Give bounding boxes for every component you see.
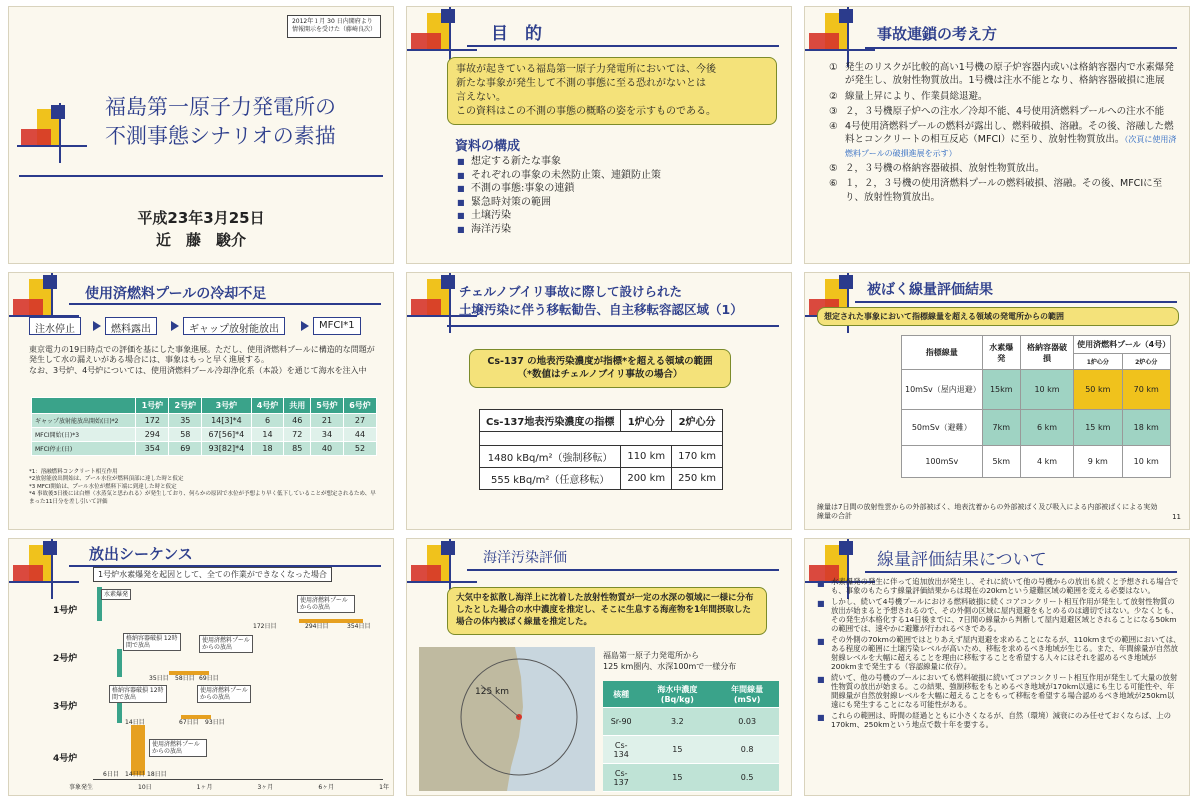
flow-step: ギャップ放射能放出 (183, 317, 285, 335)
page-number: 11 (1172, 513, 1181, 521)
heading-rule (855, 301, 1177, 303)
list-item: ① 発生のリスクが比較的高い1号機の原子炉容器内或いは格納容器内で水素爆発が発生し、放射性物質放出。1号機は注水不能となり、格納容器破損に進展 (829, 62, 1174, 87)
heading-rule (69, 303, 381, 305)
list-item: ■ 土壌汚染 (457, 209, 777, 223)
footnotes: *1：溶融燃料コンクリート相互作用 *2放射能放出開始は、プール水位が燃料頂部に達した時と仮定 *3 MFCI開始は、プール水位が燃料下端に到達した時と仮定 *4 事故後3日後には白煙（水蒸気と思われる）が発生しており、何らかの原因で水位が予想より早く低下していることが想定されるため、早まった11日分を差し引いて評価 (29, 469, 376, 505)
next-page-note: （次頁に使用済燃料プールの破損進展を示す） (845, 135, 1177, 158)
slide-accident-chain (804, 6, 1190, 264)
marine-table: 核種 海水中濃度 (Bq/kg) 年間線量 (mSv) Sr-90 3.2 0.03 Cs-134 15 0.8 Cs-137 15 0.5 (603, 681, 779, 792)
list-item: ■ これらの範囲は、時間の経過とともに小さくなるが、自然（環境）減衰にのみ任せておくならば、上の170km、250kmという地点で数十年を要する。 (817, 711, 1181, 729)
slide-release-sequence (8, 538, 394, 796)
slide-heading: 放出シーケンス (89, 545, 193, 563)
title-rule (19, 175, 383, 177)
slide-purpose (406, 6, 792, 264)
list-item: ② 線量上昇により、作業員総退避。 (829, 90, 988, 102)
list-item: ■ しかし、続いて4号機プールにおける燃料破損に続くコアコンクリート相互作用が発生して放射性物質の放出が始まると予想されるので、その外側の区域に屋内退避をもとめるのは適切ではない。少なくとも、その発生が本格化する14日後までに、7日間の線量から判断して屋内退避区域とされることになる50kmの範囲では、速やかに避難が行われるべきである。 (817, 597, 1181, 633)
day-label: 172日目 (253, 623, 277, 630)
presentation-date: 平成23年3月25日 (137, 209, 265, 227)
flow-step: 注水停止 (29, 317, 81, 335)
flow-step: MFCI*1 (313, 317, 361, 335)
reactor-label: 1号炉 (53, 606, 78, 616)
chain-list (829, 61, 1179, 206)
table-row: 555 kBq/m²（任意移転） 200 km 250 km (480, 468, 723, 490)
table-row: 10mSv（屋内退避） 15km 10 km 50 km 70 km (902, 370, 1171, 410)
reactor-label: 2号炉 (53, 654, 78, 664)
slide-decoration (9, 539, 79, 599)
list-item: ■ 想定する新たな事象 (457, 155, 777, 169)
disclosure-stamp: 2012年１月 30 日内閣府より 情報開示を受けた（藤崎良次） (287, 15, 381, 38)
list-item: ■ 海洋汚染 (457, 223, 777, 237)
day-label: 18日目 (147, 771, 167, 778)
description-text: 東京電力の19日時点での評価を基にした事象進展。ただし、使用済燃料プールに構造的な問題が発生して水の漏えいがある場合には、事象はもっと早く進展する。 なお、3号炉、4号炉については、使用済燃料プール冷却浄化系（本設）を通じて海水を注入中 (29, 345, 375, 375)
list-item: ■ 続いて、他の号機のプールにおいても燃料破損に続いてコアコンクリート相互作用が発生して大量の放射性物質の放出が始まる。この結果、強制移転をもとめるべき地域が170km以遠にも生じる可能性や、年間線量が自然放射線レベルを大幅に超えることをもって移転を希望する場合認めるべき地域が250km以遠にも発生することになる可能性がある。 (817, 673, 1181, 709)
list-item: ③ ２，３号機原子炉への注水／冷却不能、4号使用済燃料プールへの注水不能 (829, 105, 1165, 117)
table-row: 100mSv 5km 4 km 9 km 10 km (902, 446, 1171, 478)
contents-list (457, 155, 777, 236)
day-label: 294日目 (305, 623, 329, 630)
slide-decoration (17, 103, 87, 163)
relocation-table: Cs-137地表汚染濃度の指標 1炉心分 2炉心分 1480 kBq/m²（強制移転） 110 km 170 km 555 kBq/m²（任意移転） 200 km 250 km (479, 409, 723, 490)
heading-rule (865, 571, 1177, 573)
event-tag: 水素爆発 (101, 589, 131, 600)
list-item: ■ それぞれの事象の未然防止策、連鎖防止策 (457, 169, 777, 183)
table-row: MFCI停止(日) 354 69 93[82]*4 18 85 40 52 (32, 442, 377, 456)
reactor-label: 3号炉 (53, 702, 78, 712)
map-caption: 福島第一原子力発電所から 125 km圏内、水深100mで一様分布 (603, 651, 737, 671)
table-row: 1480 kBq/m²（強制移転） 110 km 170 km (480, 446, 723, 468)
list-item: ■ その外側の70kmの範囲ではとりあえず屋内退避を求めることになるが、110kmまでの範囲においては、ある程度の範囲に土壌汚染レベルが高いため、移転を求めるべき地域が生じる。また、年間線量が自然放射線レベルを大幅に超えることを理由に移転することを希望する人々にはそれを認めるべき地域が200kmまで発生する（容認線量に依存）。 (817, 635, 1181, 671)
list-item: ④ 4号使用済燃料プールの燃料が露出し、燃料破損、溶融。その後、溶融した燃料とコンクリートの相互反応（MFCI）に至り、放射性物質放出。（次頁に使用済燃料プールの破損進展を示す） (829, 121, 1177, 158)
slide-chernobyl (406, 272, 792, 530)
pool-table: 1号炉 2号炉 3号炉 4号炉 共用 5号炉 6号炉 ギャップ放射能放出開始(日)*2 172 35 14[3]*4 6 46 21 27 MFCI開始(日)*3 294 58 67[56]*4 14 72 34 44 MFCI停止(日) 354 69 93[82]*4 18 85 40 52 (31, 397, 377, 456)
slide-heading: 海洋汚染評価 (483, 550, 567, 566)
heading-rule (447, 325, 779, 327)
heading-rule (467, 45, 779, 47)
slide-heading: 使用済燃料プールの冷却不足 (85, 286, 267, 302)
table-row: MFCI開始(日)*3 294 58 67[56]*4 14 72 34 44 (32, 428, 377, 442)
dose-table: 指標線量 水素爆発 格納容器破損 使用済燃料プール（4号） 1炉心分 2炉心分 10mSv（屋内退避） 15km 10 km 50 km 70 km 50mSv（避難） 7km 6 km 15 km 18 km 100mSv 5km 4 km 9 km 10 km (901, 335, 1171, 478)
day-label: 67日目 (179, 719, 199, 726)
list-item: ⑤ ２，３号機の格納容器破損、放射性物質放出。 (829, 163, 1045, 175)
slide-heading: 事故連鎖の考え方 (877, 25, 998, 43)
coastline-map (419, 647, 595, 791)
event-tag: 使用済燃料プール からの放出 (149, 739, 207, 757)
slide-heading: 目 的 (491, 24, 542, 44)
day-label: 58日目 (175, 675, 195, 682)
map-image (419, 647, 595, 791)
day-label: 14日目 (125, 771, 145, 778)
radius-label: 125 km (475, 687, 510, 697)
slide-title (8, 6, 394, 264)
table-row: Cs-137 15 0.5 (603, 764, 779, 792)
flow-arrow (301, 321, 309, 331)
event-tag: 使用済燃料プール からの放出 (297, 595, 355, 613)
list-item: ⑥ １，２，３号機の使用済燃料プールの燃料破損、溶融。その後、MFCIに至り、放射性物質放出。 (829, 178, 1163, 203)
list-item: ■ 不測の事態:事象の連鎖 (457, 182, 777, 196)
release-bar (117, 649, 122, 677)
axis-labels: 事象発生 10日 1ヶ月 3ヶ月 6ヶ月 1年 (69, 784, 389, 791)
day-label: 6日目 (103, 771, 119, 778)
day-label: 93日目 (205, 719, 225, 726)
scenario-label: 1号炉水素爆発を起因として、全ての作業ができなくなった場合 (93, 567, 332, 582)
discussion-list (817, 577, 1181, 730)
presentation-title: 福島第一原子力発電所の 不測事態シナリオの素描 (105, 95, 336, 149)
purpose-box: 事故が起きている福島第一原子力発電所においては、今後 新たな事象が発生して不測の事態に至る恐れがないとは 言えない。 この資料はこの不測の事態の概略の姿を示すものである。 (447, 57, 777, 125)
flow-arrow (171, 321, 179, 331)
scope-box: 想定された事象において指標線量を超える領域の発電所からの範囲 (817, 307, 1179, 326)
heading-rule (467, 569, 779, 571)
slide-pool-cooling (8, 272, 394, 530)
method-box: 大気中を拡散し海洋上に沈着した放射性物質が一定の水深の領域に一様に分布したとした場合の水中濃度を推定し、そこに生息する海産物を1年間摂取した場合の体内被ばく線量を推定した。 (447, 587, 767, 635)
table-row: ギャップ放射能放出開始(日)*2 172 35 14[3]*4 6 46 21 27 (32, 414, 377, 428)
table-row: Sr-90 3.2 0.03 (603, 708, 779, 736)
release-bar (131, 725, 145, 775)
table-row: Cs-134 15 0.8 (603, 736, 779, 764)
event-tag: 使用済燃料プール からの放出 (199, 635, 253, 653)
table-row: 50mSv（避難） 7km 6 km 15 km 18 km (902, 410, 1171, 446)
section-heading: 資料の構成 (455, 139, 521, 154)
reactor-label: 4号炉 (53, 754, 78, 764)
event-tag: 使用済燃料プール からの放出 (197, 685, 251, 703)
presentation-author: 近 藤 駿介 (155, 231, 246, 249)
list-item: ■ 緊急時対策の範囲 (457, 196, 777, 210)
day-label: 35日目 (149, 675, 169, 682)
criteria-box: Cs-137 の地表汚染濃度が指標*を超える領域の範囲 （*数値はチェルノブイリ事故の場合） (469, 349, 731, 388)
slide-decoration (805, 7, 875, 67)
day-label: 14日目 (125, 719, 145, 726)
event-tag: 格納容器破損 12時間で放出 (109, 685, 167, 703)
day-label: 69日目 (199, 675, 219, 682)
slide-heading: チェルノブイリ事故に際して設けられた 土壌汚染に伴う移転勧告、自主移転容認区域（1） (459, 284, 743, 317)
slide-dose-results (804, 272, 1190, 530)
slide-heading: 線量評価結果について (877, 550, 1047, 570)
flow-step: 燃料露出 (105, 317, 157, 335)
list-item: ■ 水素爆発の発生に伴って追加放出が発生し、それに続いて他の号機からの放出も続くと予想される場合でも、事象のもたらす線量評価結果からは現在の20kmという避難区域の範囲を変える必要はない。 (817, 577, 1181, 595)
timeline-axis (93, 779, 383, 780)
release-bar (117, 703, 122, 723)
slide-heading: 被ばく線量評価結果 (867, 282, 993, 298)
event-tag: 格納容器破損 12時間で放出 (123, 633, 181, 651)
slide-marine (406, 538, 792, 796)
heading-rule (865, 47, 1177, 49)
dose-note: 線量は7日間の放射性雲からの外部被ばく、地表沈着からの外部被ばく及び吸入による内部被ばくによる実効線量の合計 (817, 503, 1158, 521)
day-label: 354日目 (347, 623, 371, 630)
flow-arrow (93, 321, 101, 331)
slide-dose-discussion (804, 538, 1190, 796)
